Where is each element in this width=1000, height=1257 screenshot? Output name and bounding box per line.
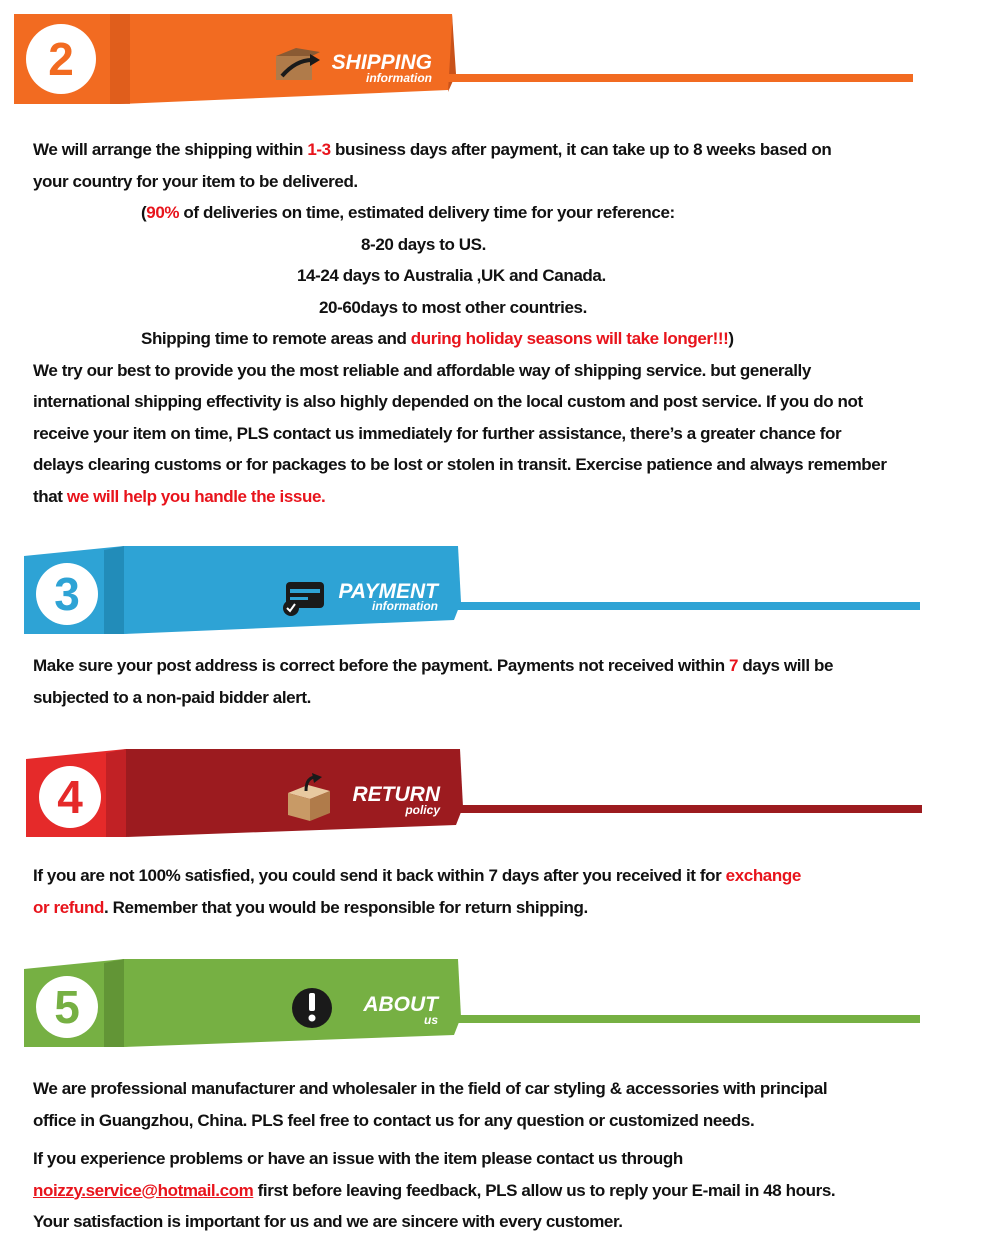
payment-line-1: Make sure your post address is correct before the payment. Payments not received within 7 days will be xyxy=(33,656,834,675)
payment-banner xyxy=(0,542,1000,642)
shipping-title: SHIPPING xyxy=(331,51,432,74)
about-line-2: office in Guangzhou, China. PLS feel free to contact us for any question or customized needs. xyxy=(33,1110,755,1130)
about-section xyxy=(0,955,1000,1255)
about-banner xyxy=(0,957,1000,1057)
shipping-line-11: delays clearing customs or for packages to be lost or stolen in transit. Exercise patience and always remember xyxy=(33,455,887,474)
about-line-4: noizzy.service@hotmail.com first before leaving feedback, PLS allow us to reply your E-mail in 48 hours. xyxy=(33,1180,836,1200)
shipping-line-7: Shipping time to remote areas and during holiday seasons will take longer!!!) xyxy=(141,329,734,348)
shipping-banner xyxy=(0,12,1000,112)
about-title: ABOUT xyxy=(363,993,438,1016)
return-text xyxy=(33,860,993,923)
email-link[interactable]: noizzy.service@hotmail.com xyxy=(33,1180,254,1200)
payment-text xyxy=(33,650,993,713)
about-line-5: Your satisfaction is important for us and we are sincere with every customer. xyxy=(33,1212,623,1231)
payment-title: PAYMENT xyxy=(338,580,438,603)
exclamation-icon xyxy=(292,988,332,1028)
shipping-line-6: 20-60days to most other countries. xyxy=(319,297,587,317)
shipping-line-1: We will arrange the shipping within 1-3 business days after payment, it can take up to 8 weeks based on xyxy=(33,140,832,159)
payment-subtitle: information xyxy=(372,599,438,613)
shipping-line-8: We try our best to provide you the most reliable and affordable way of shipping service. but generally xyxy=(33,360,811,380)
payment-line-2: subjected to a non-paid bidder alert. xyxy=(33,687,312,707)
return-line-1: If you are not 100% satisfied, you could send it back within 7 days after you received it for exchange xyxy=(33,866,801,885)
return-section xyxy=(0,745,1000,935)
payment-section xyxy=(0,540,1000,720)
about-number: 5 xyxy=(54,981,80,1033)
shipping-text xyxy=(33,134,993,512)
about-line-3: If you experience problems or have an issue with the item please contact us through xyxy=(33,1149,683,1168)
about-subtitle: us xyxy=(423,1013,438,1027)
shipping-line-10: receive your item on time, PLS contact us immediately for further assistance, there’s a greater chance for xyxy=(33,423,842,443)
payment-number: 3 xyxy=(54,568,80,620)
shipping-section xyxy=(0,0,1000,520)
shipping-line-2: your country for your item to be delivered. xyxy=(33,171,358,191)
shipping-number: 2 xyxy=(48,33,74,85)
about-line-1: We are professional manufacturer and wholesaler in the field of car styling & accessories with principal xyxy=(33,1079,828,1098)
return-subtitle: policy xyxy=(405,803,440,817)
shipping-line-9: international shipping effectivity is also highly depended on the local custom and post service. If you do not xyxy=(33,392,863,411)
shipping-line-4: 8-20 days to US. xyxy=(361,234,486,254)
return-line-2: or refund. Remember that you would be responsible for return shipping. xyxy=(33,897,588,917)
return-number: 4 xyxy=(57,771,83,823)
about-text xyxy=(33,1073,993,1238)
shipping-line-12: that we will help you handle the issue. xyxy=(33,486,326,506)
shipping-line-5: 14-24 days to Australia ,UK and Canada. xyxy=(297,266,606,285)
shipping-subtitle: information xyxy=(366,71,432,85)
return-banner xyxy=(0,747,1000,847)
return-title: RETURN xyxy=(352,783,440,806)
shipping-line-3: (90% of deliveries on time, estimated delivery time for your reference: xyxy=(141,203,675,222)
